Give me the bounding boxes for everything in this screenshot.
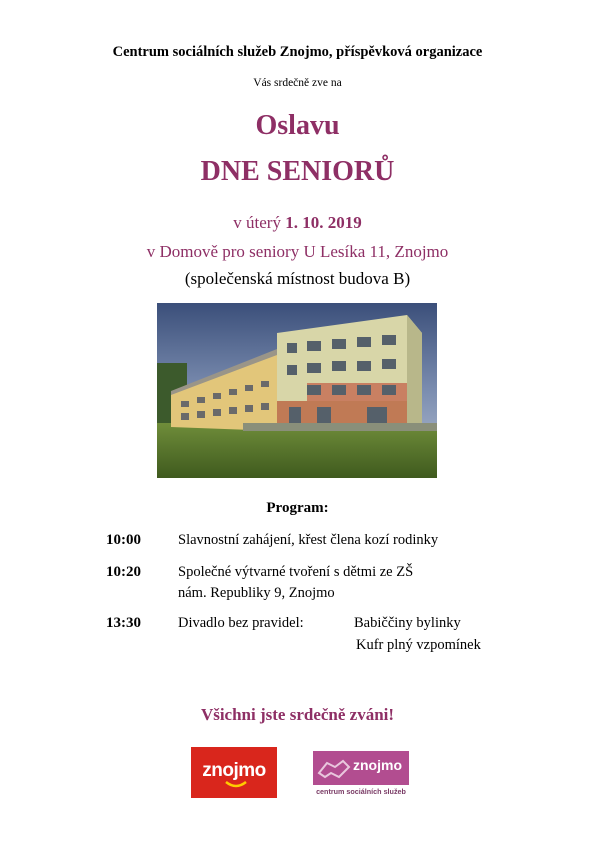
event-room: (společenská místnost budova B) [184,269,411,288]
building-photo [157,303,437,478]
smile-icon [225,781,247,789]
date-prefix: v úterý [233,213,281,232]
program-subitem: Kufr plný vzpomínek [356,637,481,653]
program-subitem: Babiččiny bylinky [354,615,461,631]
program-item-cont: nám. Republiky 9, Znojmo [178,585,335,601]
title-line-2: DNE SENIORŮ [200,156,395,187]
program-item: Slavnostní zahájení, křest člena kozí rodinky [178,532,439,548]
program-time: 10:00 [106,532,141,548]
handshake-icon [317,755,351,781]
closing-text: Všichni jste srdečně zváni! [200,705,395,724]
program-item: Divadlo bez pravidel: [178,615,304,631]
city-logo-word: znojmo [202,760,266,781]
organization-name: Centrum sociálních služeb Znojmo, příspěvková organizace [112,44,483,60]
program-time: 10:20 [106,564,141,580]
center-logo-word: znojmo [353,757,402,773]
program-item: Společné výtvarné tvoření s dětmi ze ZŠ [178,564,414,580]
invitation-text: Vás srdečně zve na [253,77,342,89]
program-time: 13:30 [106,615,141,631]
event-date [0,213,595,233]
social-center-logo [313,751,409,799]
center-logo-caption: centrum sociálních služeb [316,787,406,796]
event-place: v Domově pro seniory U Lesíka 11, Znojmo [146,242,449,261]
znojmo-city-logo [191,747,277,798]
program-heading: Program: [266,500,329,516]
date-value: 1. 10. 2019 [285,213,362,232]
title-line-1: Oslavu [255,110,340,141]
